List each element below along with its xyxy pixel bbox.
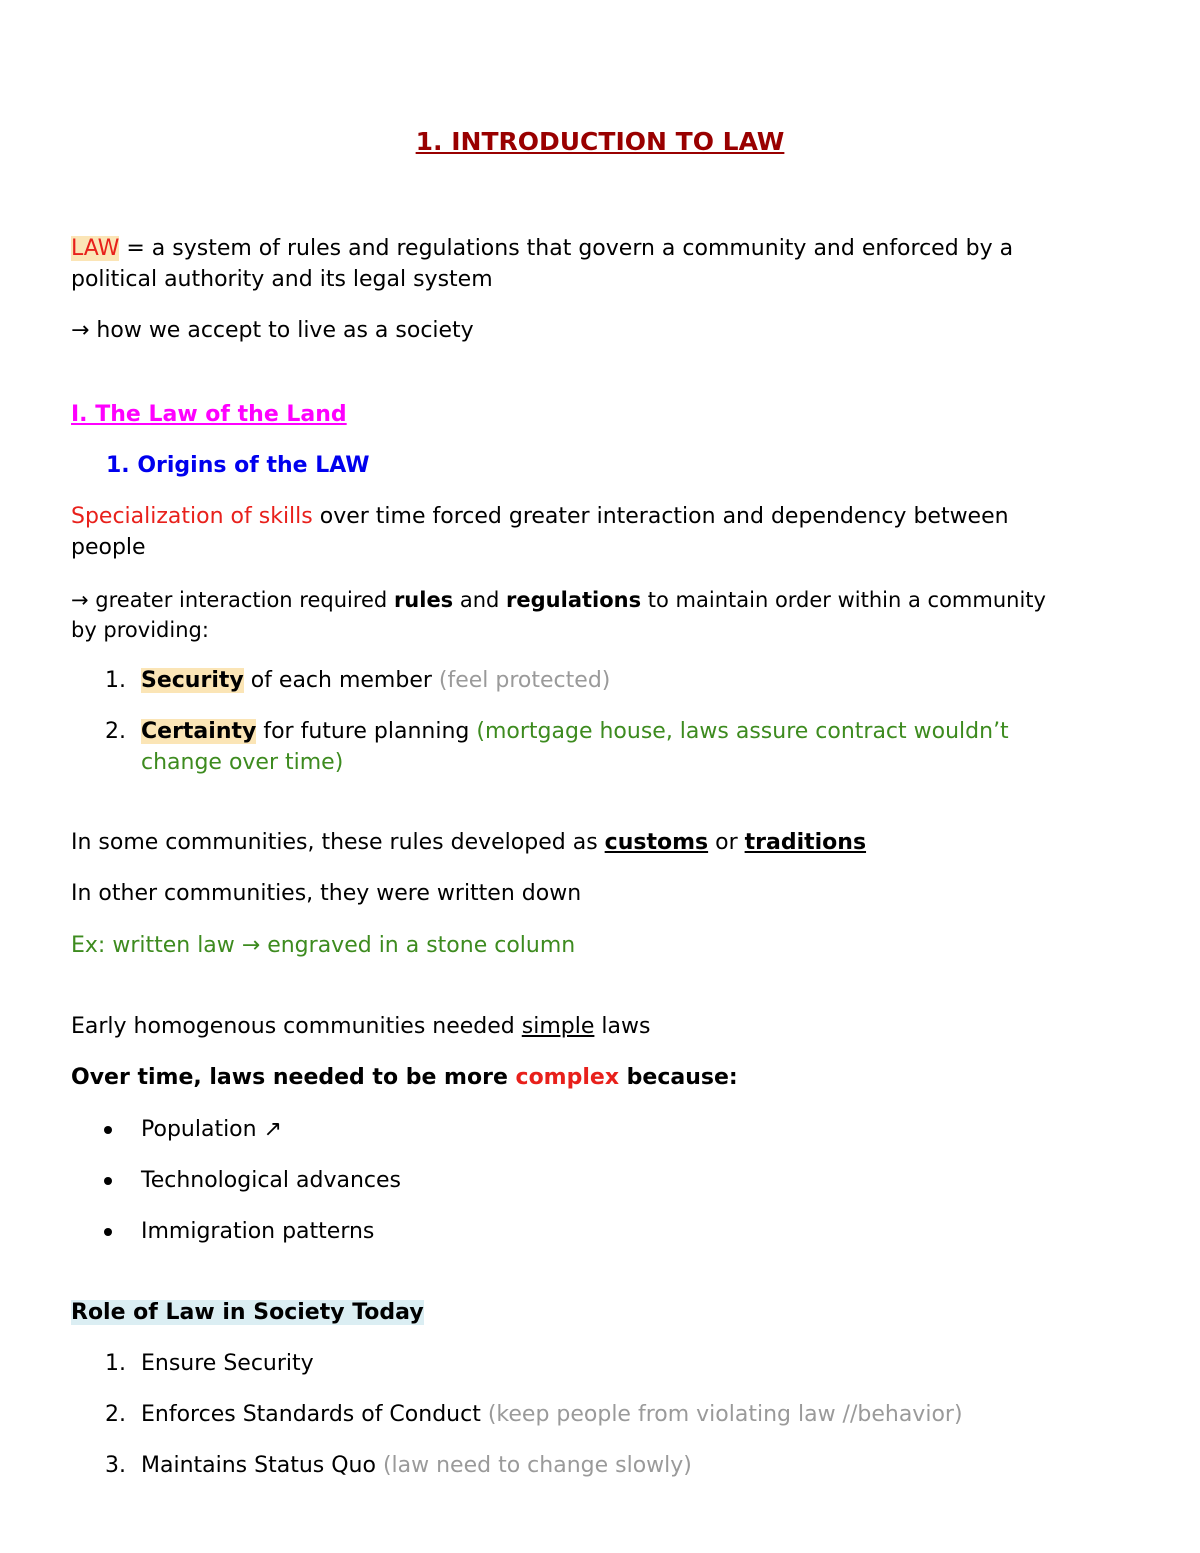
role-item-standards xyxy=(141,1399,1131,1430)
list-item-certainty xyxy=(141,716,1131,747)
page-title: 1. INTRODUCTION TO LAW xyxy=(415,127,785,156)
list-number: 2. xyxy=(105,1402,126,1427)
bullet-icon xyxy=(104,1177,112,1185)
certainty-term: Certainty xyxy=(141,719,257,744)
simple-line xyxy=(71,1011,1131,1042)
complex-post: because: xyxy=(619,1065,738,1090)
list-item: Technological advances xyxy=(141,1168,401,1193)
law-definition-line2: political authority and its legal system xyxy=(71,267,493,292)
certainty-text: for future planning xyxy=(256,719,477,744)
role-heading-line xyxy=(71,1297,1131,1328)
security-text: of each member xyxy=(243,668,439,693)
certainty-note-line1: (mortgage house, laws assure contract wouldn’t xyxy=(476,719,1009,744)
complex-word: complex xyxy=(515,1065,620,1090)
bullet-icon xyxy=(104,1126,112,1134)
list-number: 2. xyxy=(105,719,126,744)
law-term: LAW xyxy=(71,236,120,261)
interaction-rest: to maintain order within a community xyxy=(641,588,1046,612)
role-heading: Role of Law in Society Today xyxy=(71,1300,424,1325)
or-word: or xyxy=(708,830,745,855)
written-line: In other communities, they were written down xyxy=(71,881,582,906)
law-definition-line1 xyxy=(71,233,1131,264)
rules-word: rules xyxy=(393,588,454,612)
simple-post: laws xyxy=(594,1014,651,1039)
list-number: 3. xyxy=(105,1453,126,1478)
role-note: (law need to change slowly) xyxy=(382,1453,692,1478)
role-text: Enforces Standards of Conduct xyxy=(141,1402,488,1427)
security-note: (feel protected) xyxy=(438,668,611,693)
list-item: Immigration patterns xyxy=(141,1219,375,1244)
bullet-icon xyxy=(104,1228,112,1236)
and-word: and xyxy=(453,588,507,612)
complex-line xyxy=(71,1062,1131,1093)
section-heading: I. The Law of the Land xyxy=(71,402,347,427)
security-term: Security xyxy=(141,668,244,693)
role-item-security xyxy=(141,1348,1131,1379)
role-note: (keep people from violating law //behavior) xyxy=(487,1402,963,1427)
specialization-line2: people xyxy=(71,535,146,560)
certainty-note-line2: change over time) xyxy=(141,750,344,775)
role-text: Maintains Status Quo xyxy=(141,1453,383,1478)
customs-line xyxy=(71,827,1131,858)
traditions-word: traditions xyxy=(744,830,867,855)
customs-word: customs xyxy=(604,830,709,855)
law-definition-text: = a system of rules and regulations that govern a community and enforced by a xyxy=(119,236,1014,261)
specialization-rest: over time forced greater interaction and dependency between xyxy=(312,504,1009,529)
arrow-society-line: → how we accept to live as a society xyxy=(71,318,474,343)
interaction-arrow: → greater interaction required xyxy=(71,588,394,612)
example-line: Ex: written law → engraved in a stone column xyxy=(71,933,576,958)
interaction-line1 xyxy=(71,585,1131,616)
simple-pre: Early homogenous communities needed xyxy=(71,1014,522,1039)
simple-word: simple xyxy=(521,1014,595,1039)
subheading-origins: 1. Origins of the LAW xyxy=(106,453,370,478)
role-item-status-quo xyxy=(141,1450,1131,1481)
specialization-line1 xyxy=(71,501,1131,532)
list-item: Population ↗ xyxy=(141,1117,283,1142)
list-item-security xyxy=(141,665,1131,696)
interaction-line2: by providing: xyxy=(71,618,209,642)
role-text: Ensure Security xyxy=(141,1351,314,1376)
list-number: 1. xyxy=(105,1351,126,1376)
specialization-red: Specialization of skills xyxy=(71,504,313,529)
customs-pre: In some communities, these rules developed as xyxy=(71,830,605,855)
complex-pre: Over time, laws needed to be more xyxy=(71,1065,516,1090)
list-number: 1. xyxy=(105,668,126,693)
regulations-word: regulations xyxy=(506,588,642,612)
